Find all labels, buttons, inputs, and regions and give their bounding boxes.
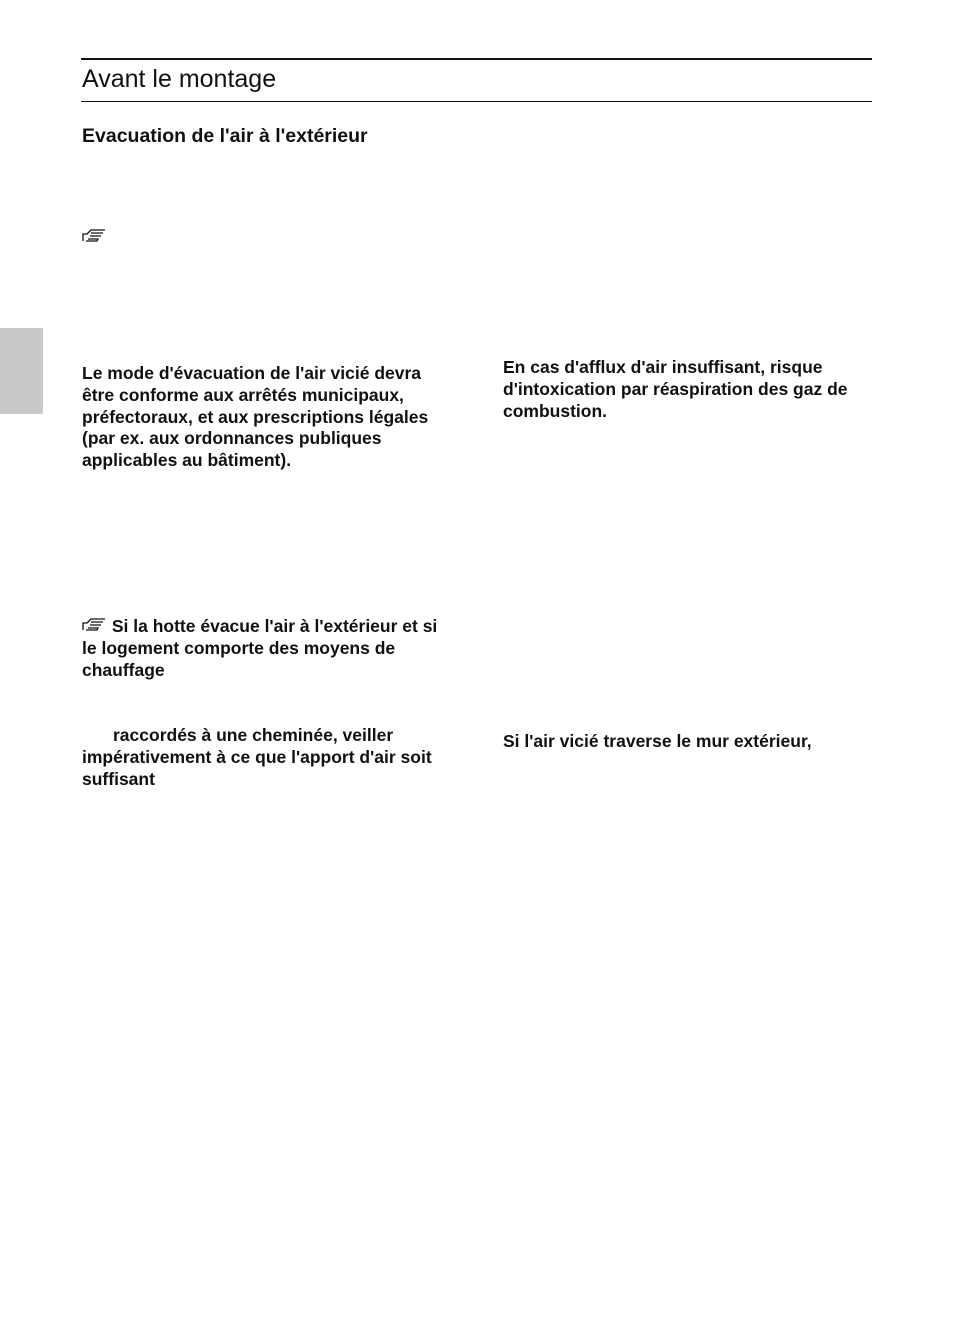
section-heading: Evacuation de l'air à l'extérieur bbox=[82, 125, 368, 147]
header-rule-top bbox=[81, 58, 872, 60]
page-title: Avant le montage bbox=[82, 65, 277, 93]
paragraph-chimney bbox=[82, 725, 454, 790]
header-rule-bottom bbox=[81, 101, 872, 102]
paragraph-wall: Si l'air vicié traverse le mur extérieur, bbox=[503, 731, 812, 751]
paragraph-heating bbox=[82, 616, 454, 681]
pointing-hand-icon bbox=[82, 228, 107, 243]
paragraph-regulations: Le mode d'évacuation de l'air vicié devra être conforme aux arrêtés municipaux, préfectoraux, et aux prescriptions légales (par ex. aux ordonnances publiques applicables au bâtiment). bbox=[82, 363, 429, 471]
chapter-tab bbox=[0, 328, 43, 414]
paragraph-chimney-text: raccordés à une cheminée, veiller impérativement à ce que l'apport d'air soit suffisant bbox=[82, 725, 432, 789]
pointing-hand-icon bbox=[82, 617, 107, 632]
paragraph-heating-text: Si la hotte évacue l'air à l'extérieur et si le logement comporte des moyens de chauffage bbox=[82, 616, 438, 680]
paragraph-warning: En cas d'afflux d'air insuffisant, risque d'intoxication par réaspiration des gaz de combustion. bbox=[503, 357, 848, 421]
